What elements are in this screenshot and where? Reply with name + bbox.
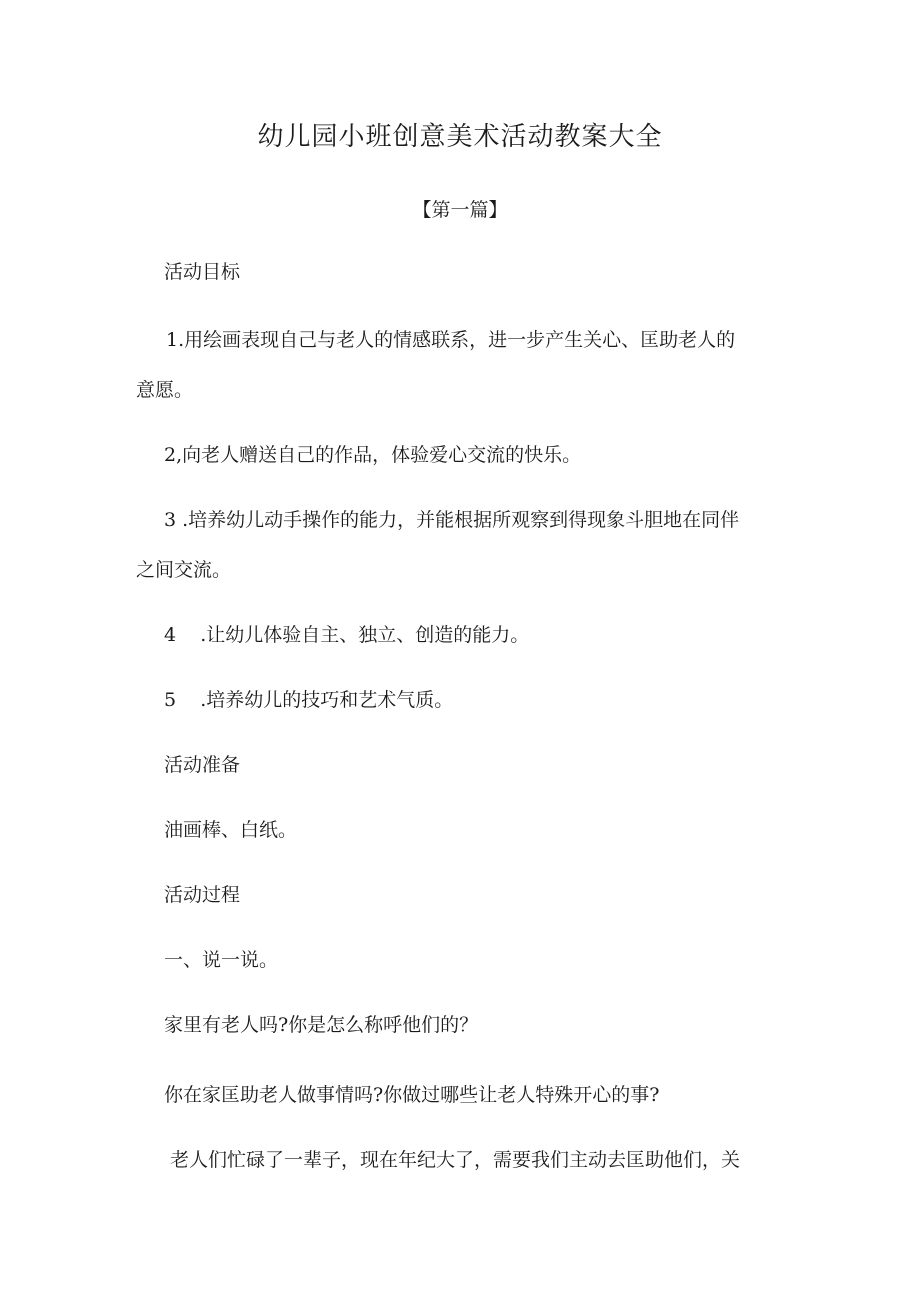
goal-3-line-2: 之间交流。	[136, 559, 232, 581]
goal-3-line-1: 3 .培养幼儿动手操作的能力，并能根据所观察到得现象斗胆地在同伴	[164, 509, 740, 531]
preparation-text: 油画棒、白纸。	[164, 819, 298, 841]
section-heading-process: 活动过程	[164, 884, 241, 906]
goal-2: 2,向老人赠送自己的作品，体验爱心交流的快乐。	[164, 444, 582, 466]
section-heading-preparation: 活动准备	[164, 754, 241, 776]
question-2: 你在家匡助老人做事情吗?你做过哪些让老人特殊开心的事?	[164, 1084, 660, 1106]
goal-5: 5 .培养幼儿的技巧和艺术气质。	[164, 689, 454, 711]
question-1: 家里有老人吗?你是怎么称呼他们的？	[164, 1014, 479, 1036]
section-heading-goals: 活动目标	[164, 261, 241, 283]
goal-4: 4 .让幼儿体验自主、独立、创造的能力。	[164, 624, 530, 646]
document-title: 幼儿园小班创意美术活动教案大全	[257, 122, 663, 152]
chapter-heading: 【第一篇】	[412, 199, 508, 221]
goal-1-line-2: 意愿。	[136, 379, 194, 401]
goal-1-line-1: 1.用绘画表现自己与老人的情感联系，进一步产生关心、匡助老人的	[166, 329, 736, 351]
paragraph-last: 老人们忙碌了一辈子，现在年纪大了，需要我们主动去匡助他们，关	[170, 1149, 741, 1171]
process-step-1: 一、说一说。	[164, 949, 279, 971]
